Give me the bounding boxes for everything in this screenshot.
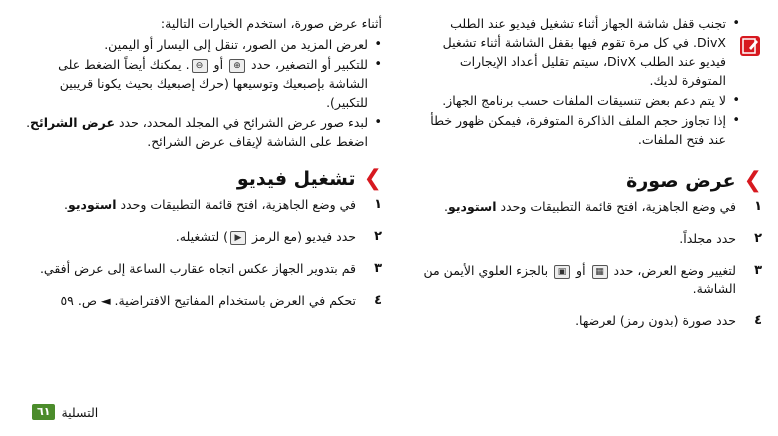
step-number: ٣ bbox=[374, 261, 382, 276]
step-text: قم بتدوير الجهاز عكس اتجاه عقارب الساعة إلى عرض أفقي. bbox=[39, 261, 356, 276]
left-column bbox=[20, 14, 382, 324]
step-text: لتغيير وضع العرض، حدد bbox=[609, 263, 736, 278]
section-title-view-photo bbox=[422, 170, 762, 192]
section-title-text: تشغيل فيديو bbox=[236, 167, 356, 190]
list-item bbox=[20, 228, 382, 246]
step-number: ٢ bbox=[374, 229, 382, 244]
bullet-bold: عرض الشرائح bbox=[30, 115, 115, 130]
list-item bbox=[20, 196, 382, 214]
list-item: • تجنب قفل شاشة الجهاز أثناء تشغيل فيديو عند الطلب DivX. في كل مرة تقوم فيها بقفل الشاشة أثناء تشغيل فيديو عند الطلب DivX، سيتم تقليل أعداد الإيجارات المتوفرة لديك. bbox=[422, 14, 740, 90]
notes-list bbox=[422, 14, 762, 149]
photo-steps bbox=[422, 198, 762, 330]
bullet-text: للتكبير أو التصغير، حدد bbox=[247, 57, 368, 72]
step-text: ) لتشغيله. bbox=[175, 229, 228, 244]
section-title-text: عرض صورة bbox=[626, 169, 736, 192]
zoom-out-icon: ⊖ bbox=[192, 59, 208, 73]
step-number: ٤ bbox=[374, 293, 382, 308]
list-item bbox=[422, 230, 762, 248]
step-number: ١ bbox=[754, 199, 762, 214]
list-item bbox=[20, 113, 382, 151]
list-item: • لعرض المزيد من الصور، تنقل إلى اليسار أو اليمين. bbox=[20, 35, 382, 54]
step-text: تحكم في العرض باستخدام المفاتيح الافتراضية. ◄ ص. ٥٩ bbox=[60, 293, 356, 308]
step-number: ٢ bbox=[754, 231, 762, 246]
play-icon: ▶ bbox=[230, 231, 246, 245]
list-item: • لا يتم دعم بعض تنسيقات الملفات حسب برنامج الجهاز. bbox=[422, 91, 740, 110]
step-text: . bbox=[444, 199, 449, 214]
zoom-in-icon: ⊕ bbox=[229, 59, 245, 73]
grid-view-icon: ▦ bbox=[592, 265, 608, 279]
bullet-text: أو bbox=[209, 57, 228, 72]
list-item: • إذا تجاوز حجم الملف الذاكرة المتوفرة، فيمكن ظهور خطأ عند فتح الملفات. bbox=[422, 111, 740, 149]
bullet-text: . يمكنك أيضاً الضغط على الشاشة بإصبعيك وتوسيعها (حرك إصبعيك بحيث يكونا قريبين للتكبير). bbox=[58, 57, 368, 110]
list-view-icon: ▣ bbox=[554, 265, 570, 279]
bullet-text: لبدء صور عرض الشرائح في المجلد المحدد، حدد bbox=[115, 115, 368, 130]
step-text: بالجزء العلوي الأيمن من الشاشة. bbox=[423, 263, 736, 296]
step-text: . bbox=[64, 197, 69, 212]
list-item bbox=[20, 292, 382, 310]
step-bold: استوديو bbox=[68, 197, 117, 212]
step-number: ٤ bbox=[754, 313, 762, 328]
section-title-play-video bbox=[20, 168, 382, 190]
footer-section-label: التسلية bbox=[61, 404, 99, 420]
step-text: في وضع الجاهزية، افتح قائمة التطبيقات وحدد bbox=[496, 199, 736, 214]
intro-text: أثناء عرض صورة، استخدم الخيارات التالية: bbox=[160, 16, 382, 31]
list-item bbox=[422, 198, 762, 216]
step-text: في وضع الجاهزية، افتح قائمة التطبيقات وحدد bbox=[116, 197, 356, 212]
step-number: ٣ bbox=[754, 263, 762, 278]
bullet-text: . اضغط على الشاشة لإيقاف عرض الشرائح. bbox=[26, 115, 368, 149]
page-footer bbox=[32, 404, 98, 420]
step-bold: استوديو bbox=[448, 199, 497, 214]
chevron-right-icon: ❯ bbox=[743, 168, 762, 193]
chevron-right-icon: ❯ bbox=[363, 166, 382, 191]
video-steps bbox=[20, 196, 382, 310]
page-number: ٦١ bbox=[32, 404, 55, 420]
list-item bbox=[20, 55, 382, 112]
list-item bbox=[422, 312, 762, 330]
list-item bbox=[20, 260, 382, 278]
photo-options-list bbox=[20, 35, 382, 151]
right-column bbox=[422, 14, 762, 344]
step-text: أو bbox=[572, 263, 590, 278]
list-item bbox=[422, 262, 762, 298]
step-text: حدد فيديو (مع الرمز bbox=[248, 229, 356, 244]
step-text: حدد مجلداً. bbox=[679, 231, 736, 246]
step-text: حدد صورة (بدون رمز) لعرضها. bbox=[575, 313, 736, 328]
step-number: ١ bbox=[374, 197, 382, 212]
